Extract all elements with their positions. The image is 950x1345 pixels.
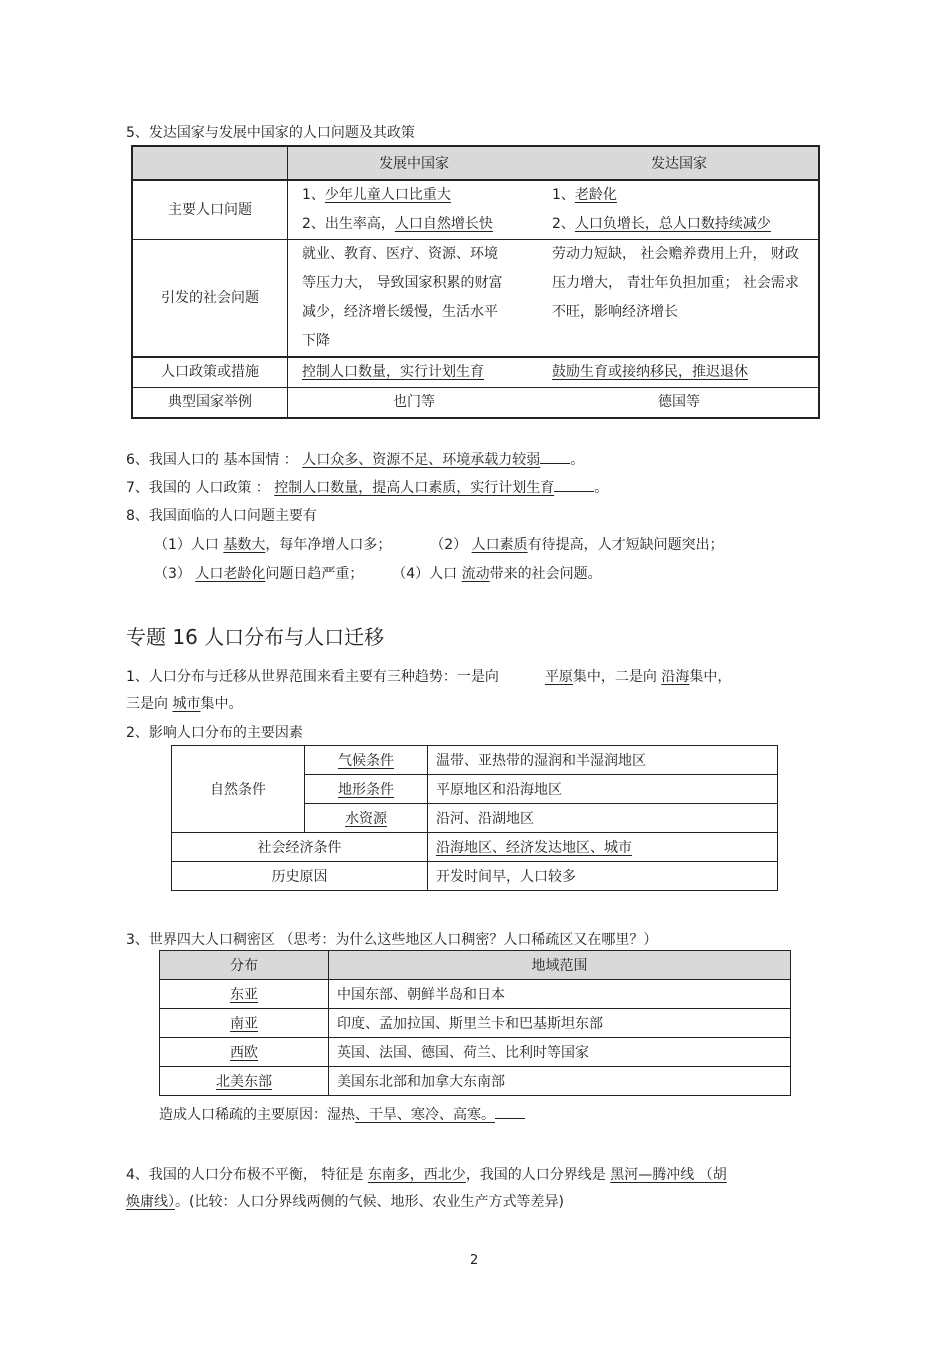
p1-line2: 三是向 城市集中。 <box>126 696 243 712</box>
developed-main-problems: 1、老龄化 2、人口负增长，总人口数持续减少 <box>552 187 771 232</box>
topic16-title: 专题 16 人口分布与人口迁移 <box>126 625 385 649</box>
region-range: 印度、孟加拉国、斯里兰卡和巴基斯坦东部 <box>329 1009 791 1038</box>
developed-social-problems: 劳动力短缺， 社会赡养费用上升， 财政 压力增大， 青壮年负担加重； 社会需求 不旺，影响经济增长 <box>540 240 819 358</box>
developing-main-problems: 1、少年儿童人口比重大 2、出生率高，人口自然增长快 <box>302 187 493 232</box>
region-name: 东亚 <box>230 987 258 1003</box>
developed-policy: 鼓励生育或接纳移民，推迟退休 <box>552 364 748 380</box>
item8-heading: 8、我国面临的人口问题主要有 <box>126 508 317 524</box>
section5-heading: 5、发达国家与发展中国家的人口问题及其政策 <box>126 125 415 141</box>
natural-conditions-label: 自然条件 <box>172 746 305 833</box>
population-problems-table <box>131 145 820 419</box>
region-name: 西欧 <box>230 1045 258 1061</box>
header-developed: 发达国家 <box>540 146 819 180</box>
region-name: 南亚 <box>230 1016 258 1032</box>
factor-climate: 气候条件 <box>338 753 394 769</box>
desc-terrain: 平原地区和沿海地区 <box>428 775 778 804</box>
factor-history: 历史原因 <box>172 862 428 891</box>
region-range: 英国、法国、德国、荷兰、比利时等国家 <box>329 1038 791 1067</box>
factor-water: 水资源 <box>345 811 387 827</box>
item7: 7、我国的 人口政策 ： 控制人口数量，提高人口素质，实行计划生育 。 <box>126 480 609 496</box>
desc-water: 沿河、沿湖地区 <box>428 804 778 833</box>
developing-policy: 控制人口数量，实行计划生育 <box>302 364 484 380</box>
region-name: 北美东部 <box>216 1074 272 1090</box>
p2-heading: 2、影响人口分布的主要因素 <box>126 725 303 741</box>
row-social-label: 引发的社会问题 <box>132 240 288 358</box>
desc-climate: 温带、亚热带的湿润和半湿润地区 <box>428 746 778 775</box>
p4-line1: 4、我国的人口分布极不平衡， 特征是 东南多，西北少，我国的人口分界线是 黑河—腾冲线 （胡 <box>126 1167 727 1183</box>
row-main-problem-label: 主要人口问题 <box>132 180 288 240</box>
p1-line1: 1、人口分布与迁移从世界范围来看主要有三种趋势：一是向 平原集中，二是向 沿海集中， <box>126 669 732 685</box>
developing-social-problems: 就业、教育、医疗、资源、环境 等压力大， 导致国家积累的财富 减少，经济增长缓慢，生活水平 下降 <box>288 240 541 358</box>
answer-basic-condition: 人口众多、资源不足、环境承载力较弱 <box>302 452 541 468</box>
distribution-factors-table <box>171 745 778 891</box>
p4-line2: 焕庸线）。(比较：人口分界线两侧的气候、地形、农业生产方式等差异) <box>126 1194 564 1210</box>
answer-population-policy: 控制人口数量，提高人口素质，实行计划生育 <box>274 480 555 496</box>
developing-example: 也门等 <box>288 388 541 419</box>
page-number: 2 <box>470 1253 479 1268</box>
region-range: 中国东部、朝鲜半岛和日本 <box>329 980 791 1009</box>
developed-example: 德国等 <box>540 388 819 419</box>
col-range: 地域范围 <box>329 951 791 980</box>
item6: 6、我国人口的 基本国情 ： 人口众多、资源不足、环境承载力较弱 。 <box>126 452 585 468</box>
factor-terrain: 地形条件 <box>338 782 394 798</box>
p3-heading: 3、世界四大人口稠密区 （思考：为什么这些地区人口稠密？人口稀疏区又在哪里？） <box>126 932 658 948</box>
sparse-reasons: 造成人口稀疏的主要原因：湿热、干旱、寒冷、高寒。 <box>159 1104 525 1124</box>
row-example-label: 典型国家举例 <box>132 388 288 419</box>
desc-history: 开发时间早，人口较多 <box>428 862 778 891</box>
desc-socioeconomic: 沿海地区、经济发达地区、城市 <box>436 840 632 856</box>
row-policy-label: 人口政策或措施 <box>132 357 288 388</box>
item8-line1: （1）人口 基数大，每年净增人口多； （2） 人口素质有待提高，人才短缺问题突出； <box>154 537 724 553</box>
header-blank <box>132 146 288 180</box>
factor-socioeconomic: 社会经济条件 <box>172 833 428 862</box>
region-range: 美国东北部和加拿大东南部 <box>329 1067 791 1096</box>
col-distribution: 分布 <box>160 951 329 980</box>
header-developing: 发展中国家 <box>288 146 541 180</box>
item8-line2: （3） 人口老龄化问题日趋严重； （4）人口 流动带来的社会问题。 <box>154 566 602 582</box>
dense-regions-table <box>159 950 791 1096</box>
